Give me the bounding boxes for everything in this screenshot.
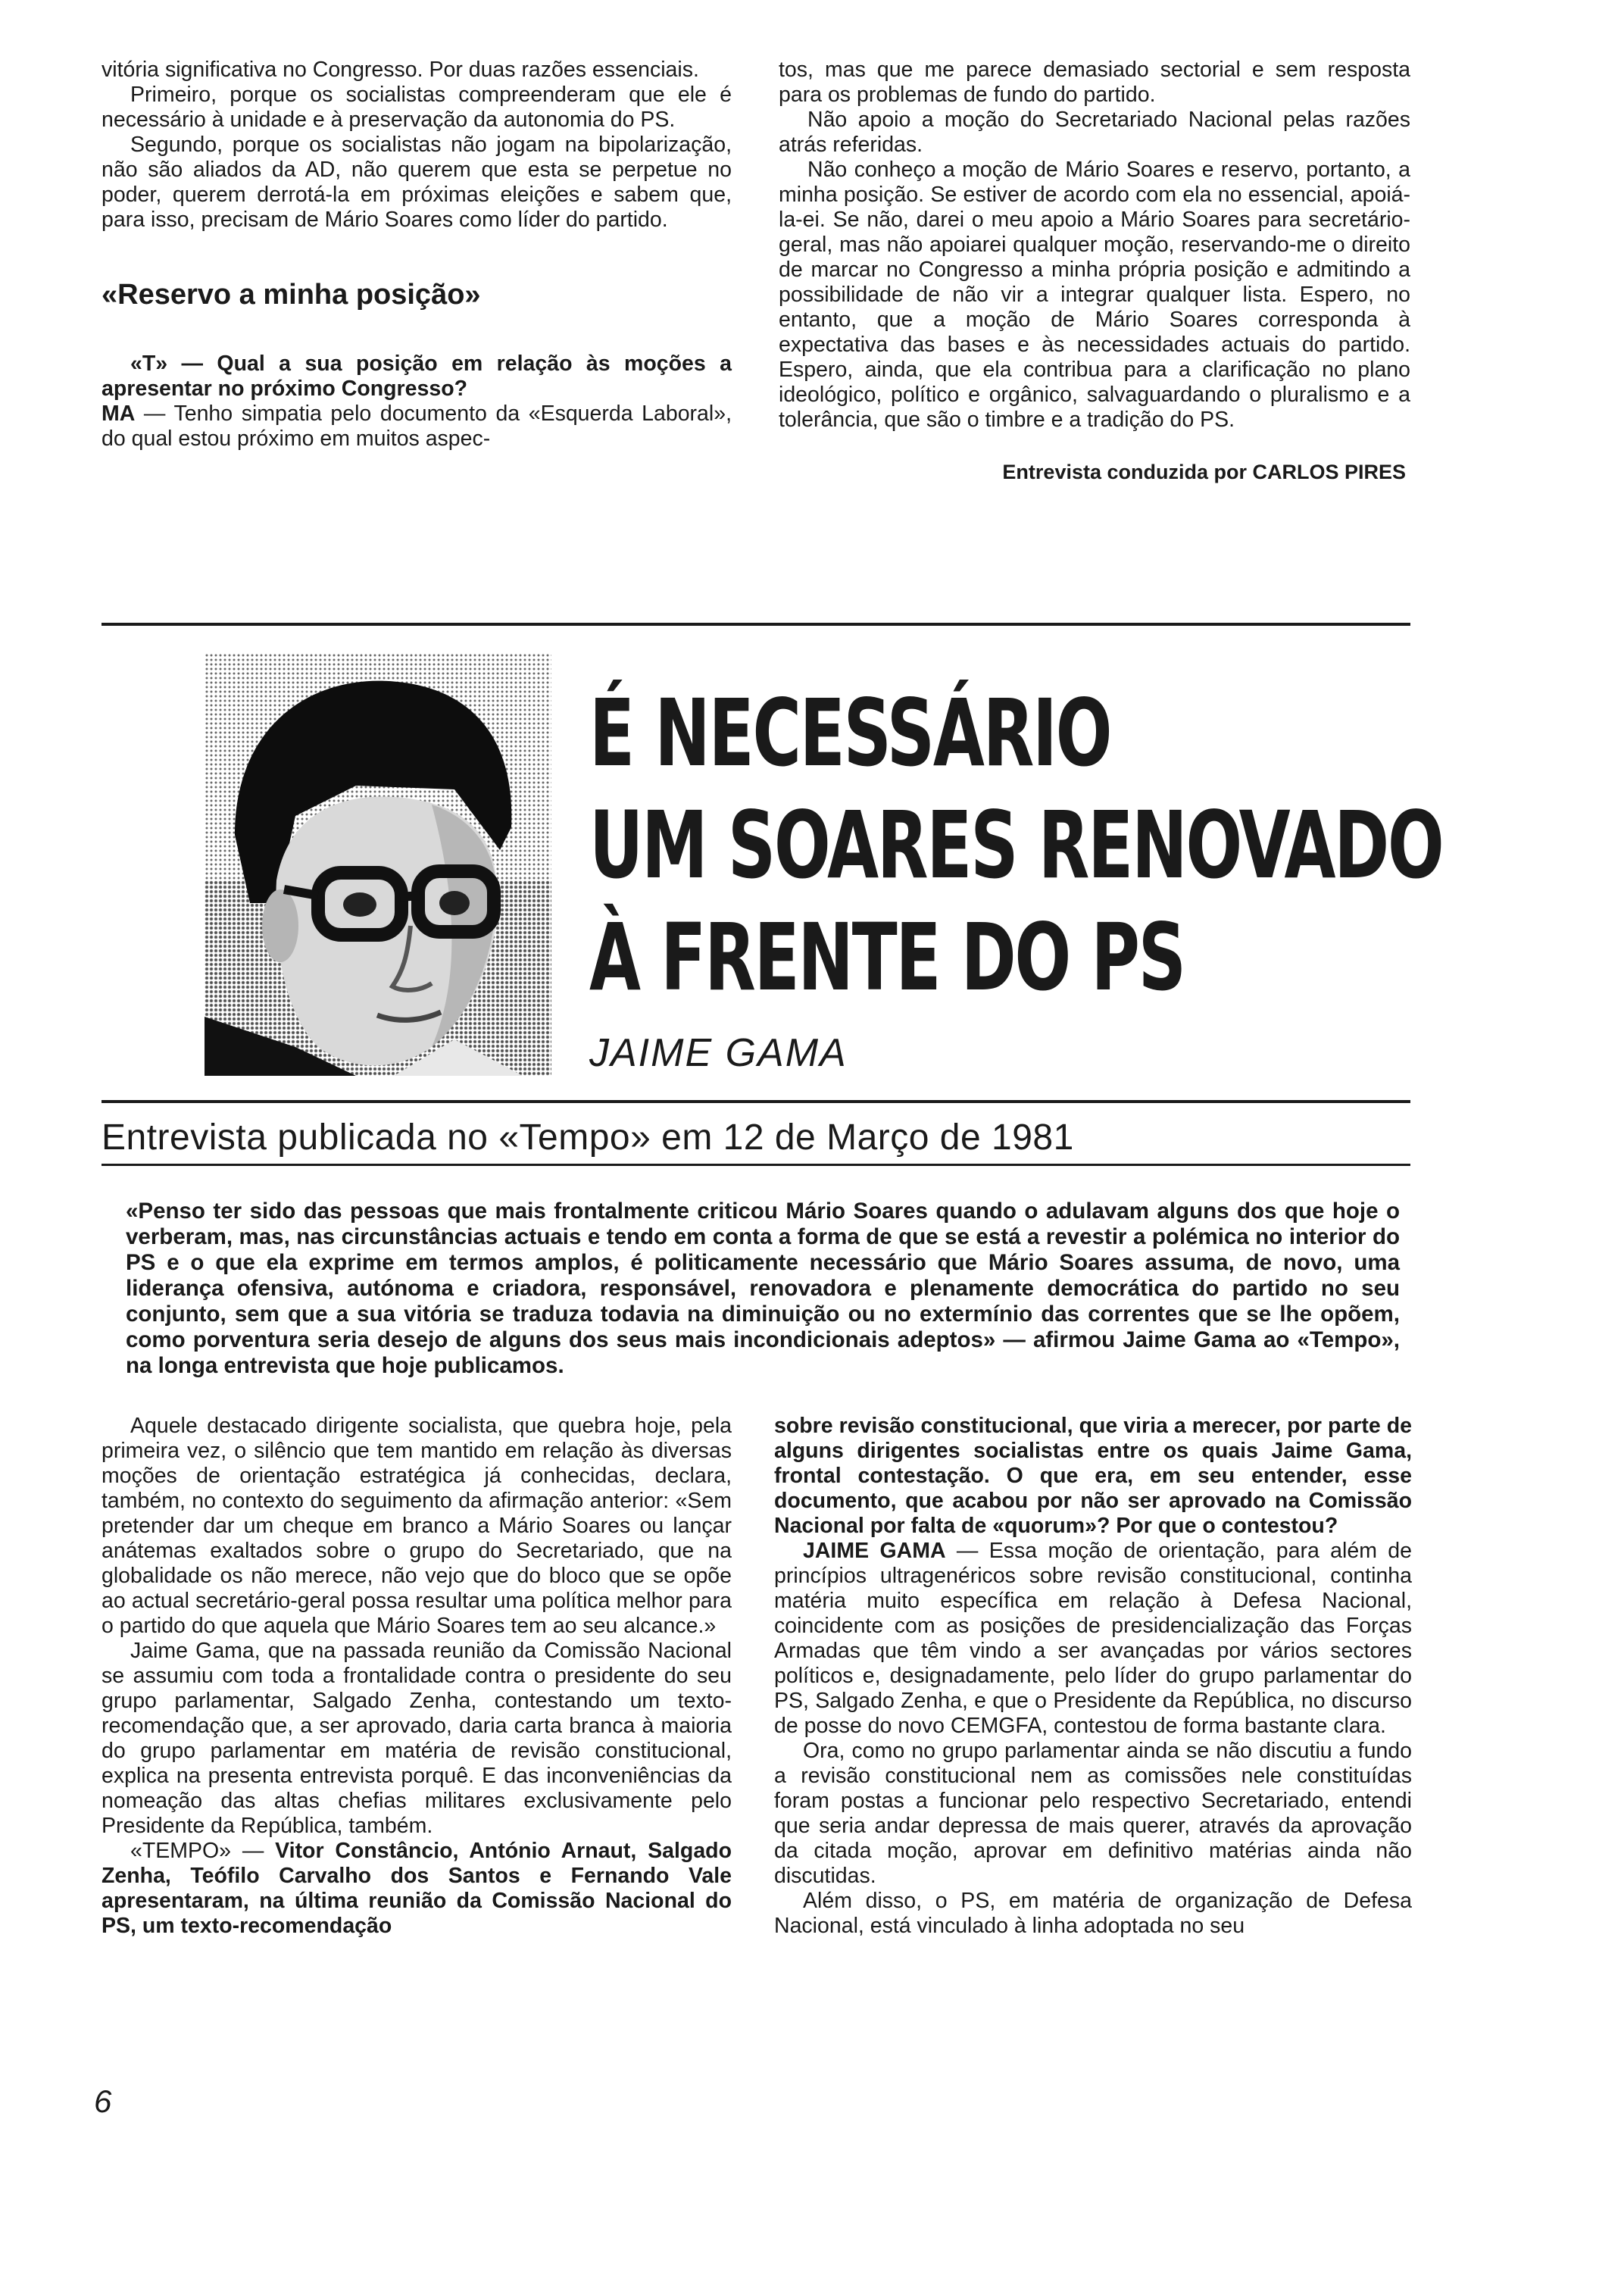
speaker-label: «TEMPO» — [130,1839,276,1863]
page-number: 6 [94,2083,112,2119]
paragraph: Ora, como no grupo parlamentar ainda se não discutiu a fundo a revisão constitucional nem as comissões nele constituídas foram postas a funcionar pelo respectivo Secretariado, entendi que seria andar depressa de mais querer, através da aprovação da citada moção, aprovar em definitivo matérias ainda não discutidas. [774,1739,1412,1888]
interview-question [102,1839,732,1939]
publication-line: Entrevista publicada no «Tempo» em 12 de Março de 1981 [102,1117,1074,1158]
bottom-right-column [774,1414,1412,1939]
interview-credit: Entrevista conduzida por CARLOS PIRES [1002,461,1406,483]
author-byline: JAIME GAMA [589,1031,848,1075]
lead-paragraph: «Penso ter sido das pessoas que mais frontalmente criticou Mário Soares quando o adulavam alguns dos que hoje o verberam, mas, nas circunstâncias actuais e tendo em conta a forma de que se está a revestir a polémica no interior do PS e o que ela exprime em termos amplos, é politicamente necessário que Mário Soares assuma, de novo, uma liderança ofensiva, autónoma e criadora, responsável, renovadora e plenamente democrática do partido no seu conjunto, sem que a sua vitória se traduza todavia na diminuição ou no extermínio das correntes que se lhe opõem, como porventura seria desejo de alguns dos seus mais incondicionais adeptos» — afirmou Jaime Gama ao «Tempo», na longa entrevista que hoje publicamos. [126,1199,1400,1378]
answer-text: — Tenho simpatia pelo documento da «Esquerda Laboral», do qual estou próximo em muitos aspec- [102,402,732,451]
paragraph: Aquele destacado dirigente socialista, que quebra hoje, pela primeira vez, o silêncio que tem mantido em relação às diversas moções de orientação estratégica já conhecidas, declara, também, no contexto do seguimento da afirmação anterior: «Sem pretender dar um cheque em branco a Mário Soares ou lançar anátemas exaltados sobre o grupo do Secretariado, que na globalidade os não merece, não vejo que do bloco que se opõe ao actual secretário-geral possa resultar uma política melhor para o partido do que aquela que Mário Soares tem ao seu alcance.» [102,1414,732,1638]
paragraph: Jaime Gama, que na passada reunião da Comissão Nacional se assumiu com toda a frontalidade contra o presidente do seu grupo parlamentar, Salgado Zenha, contestando um texto-recomendação que, a ser aprovado, daria carta branca à maioria do grupo parlamentar em matéria de revisão constitucional, explica na presenta entrevista porquê. E das inconveniências da nomeação das altas chefias militares exclusivamente pelo Presidente da República, também. [102,1639,732,1838]
paragraph: Além disso, o PS, em matéria de organização de Defesa Nacional, está vinculado à linha adoptada no seu [774,1889,1412,1938]
paragraph: Primeiro, porque os socialistas compreenderam que ele é necessário à unidade e à preservação da autonomia do PS. [102,83,732,132]
speaker-label: JAIME GAMA [803,1539,946,1563]
interview-answer [102,402,732,452]
paragraph: Segundo, porque os socialistas não jogam na bipolarização, não são aliados da AD, não querem que esta se perpetue no poder, querem derrotá-la em próximas eleições e sabem que, para isso, precisam de Mário Soares como líder do partido. [102,133,732,232]
paragraph: tos, mas que me parece demasiado sectorial e sem resposta para os problemas de fundo do partido. [779,58,1410,107]
question-text: Vitor Constâncio, António Arnaut, Salgado Zenha, Teófilo Carvalho dos Santos e Fernando Vale apresentaram, na última reunião da Comissão Nacional do PS, um texto-recomendação [102,1839,732,1938]
paragraph: vitória significativa no Congresso. Por duas razões essenciais. [102,58,699,82]
headline [589,677,1443,1014]
headline-line: UM SOARES RENOVADO [589,792,1443,899]
divider [102,1164,1410,1166]
portrait-photo [205,653,551,1076]
top-left-column [102,58,732,452]
interview-question: sobre revisão constitucional, que viria a merecer, por parte de alguns dirigentes socialistas entre os quais Jaime Gama, frontal contestação. O que era, em seu entender, esse documento, que acabou por não ser aprovado na Comissão Nacional por falta de «quorum»? Por que o contestou? [774,1414,1412,1538]
section-heading: «Reservo a minha posição» [102,279,481,311]
speaker-label: MA [102,402,136,426]
paragraph: Não conheço a moção de Mário Soares e reservo, portanto, a minha posição. Se estiver de acordo com ela no essencial, apoiá-la-ei. Se não, darei o meu apoio a Mário Soares para secretário-geral, mas não apoiarei qualquer moção, reservando-me o direito de marcar no Congresso a minha própria posição e admitindo a possibilidade de não vir a integrar qualquer lista. Espero, no entanto, que a moção de Mário Soares corresponda à expectativa das bases e às necessidades actuais do partido. Espero, ainda, que ela contribua para a clarificação no plano ideológico, político e orgânico, salvaguardando o pluralismo e a tolerância, que são o timbre e a tradição do PS. [779,158,1410,432]
top-right-column [779,58,1410,485]
divider [102,623,1410,626]
interview-question: «T» — Qual a sua posição em relação às moções a apresentar no próximo Congresso? [102,352,732,401]
portrait-illustration [205,653,551,1076]
headline-line: À FRENTE DO PS [589,904,1185,1011]
headline-line: É NECESSÁRIO [589,680,1111,787]
paragraph: Não apoio a moção do Secretariado Nacional pelas razões atrás referidas. [779,108,1410,157]
interview-answer [774,1539,1412,1739]
answer-text: — Essa moção de orientação, para além de princípios ultragenéricos sobre revisão constitucional, continha matéria muito específica em relação à Defesa Nacional, coincidente com as posições de presidencialização das Forças Armadas que têm vindo a ser avançadas por vários sectores políticos e, designadamente, pelo líder do grupo parlamentar do PS, Salgado Zenha, e que o Presidente da República, no discurso de posse do novo CEMGFA, contestou de forma bastante clara. [774,1539,1412,1738]
divider [102,1100,1410,1103]
bottom-left-column [102,1414,732,1939]
